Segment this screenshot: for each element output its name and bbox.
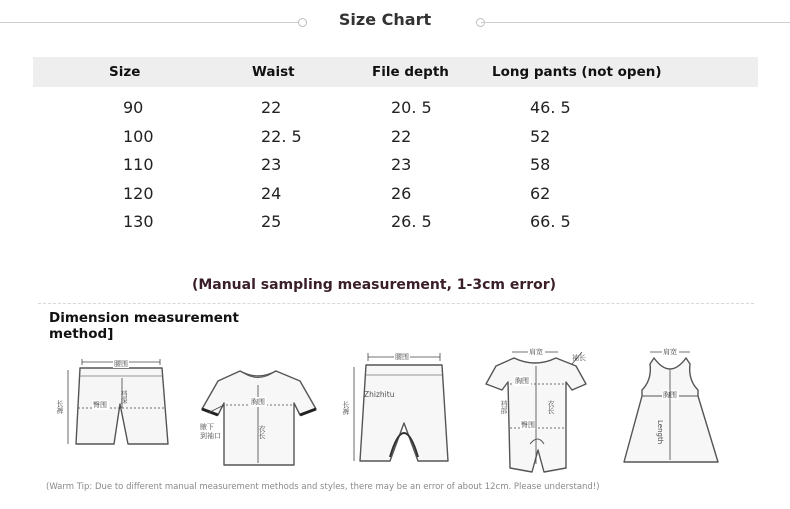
shorts-diagram [52, 356, 180, 468]
column-header-waist: Waist [252, 64, 295, 80]
cell-waist: 22. 5 [261, 126, 302, 146]
romper-shoulder-label: 肩宽 [529, 348, 543, 356]
cell-size: 130 [123, 212, 154, 232]
cell-size: 100 [123, 126, 154, 146]
method-heading [49, 310, 249, 342]
pants-waist-label: 腰围 [395, 353, 409, 361]
cell-size: 90 [123, 98, 144, 117]
column-header-file-depth: File depth [372, 64, 449, 80]
cell-waist: 24 [261, 183, 282, 203]
page-title: Size Chart [338, 10, 432, 29]
dress-chest-label: 胸围 [663, 391, 677, 399]
tshirt-chest-label: 胸围 [251, 398, 265, 406]
romper-hip-label: 臀围 [521, 421, 535, 429]
size-table-header [33, 57, 758, 87]
table-row [33, 182, 758, 211]
title-divider-right [481, 22, 790, 23]
cell-long-pants: 62 [530, 183, 551, 203]
cell-file-depth: 26. 5 [391, 212, 432, 232]
cell-long-pants: 52 [530, 126, 551, 146]
cell-size: 120 [123, 183, 154, 203]
cell-file-depth: 20. 5 [391, 98, 432, 117]
pants-length-label: 长裤 [342, 401, 350, 415]
pants-diagram [338, 349, 458, 469]
warm-tip: (Warm Tip: Due to different manual measurement methods and styles, there may be an error of about 12cm. Please understand!) [46, 482, 600, 492]
title-divider-left [0, 22, 300, 23]
cell-size: 110 [123, 155, 154, 175]
shorts-crotch-label: 裆深 [120, 390, 128, 404]
romper-diagram [478, 344, 596, 478]
size-table-body [33, 96, 758, 239]
title-row [0, 0, 790, 42]
shorts-length-label: 长裤 [56, 400, 64, 414]
cell-long-pants: 58 [530, 155, 551, 175]
cell-waist: 22 [261, 98, 282, 117]
cell-long-pants: 46. 5 [530, 98, 571, 117]
title-dot-left [298, 18, 307, 27]
table-row [33, 96, 758, 125]
column-header-size: Size [109, 64, 141, 80]
cell-file-depth: 26 [391, 183, 412, 203]
table-row [33, 153, 758, 182]
cell-waist: 23 [261, 155, 282, 175]
tshirt-diagram [196, 363, 326, 471]
cell-long-pants: 66. 5 [530, 212, 571, 232]
cell-file-depth: 23 [391, 155, 412, 175]
romper-crotch-label: 裆部 [500, 400, 508, 414]
tshirt-length-label: 衣长 [258, 425, 266, 439]
measurement-note: (Manual sampling measurement, 1-3cm error) [191, 277, 557, 293]
dress-diagram [616, 344, 726, 474]
table-row [33, 210, 758, 239]
column-header-long-pants: Long pants (not open) [492, 64, 662, 80]
dress-length-label: Length [656, 420, 664, 445]
dress-shoulder-label: 肩宽 [663, 348, 677, 356]
cell-waist: 25 [261, 212, 282, 232]
method-heading-line-2: method] [49, 326, 114, 342]
shorts-hip-label: 臀围 [93, 401, 107, 409]
shorts-waist-label: 腰围 [114, 360, 128, 368]
tshirt-sleeve-label: 腋下到袖口 [200, 423, 221, 440]
pants-watermark: Zhizhitu [364, 390, 395, 399]
dashed-divider [38, 303, 754, 304]
romper-sleeve-label: 袖长 [572, 354, 586, 362]
method-heading-line-1: Dimension measurement [49, 310, 239, 326]
romper-length-label: 衣长 [547, 400, 555, 414]
romper-chest-label: 胸围 [515, 377, 529, 385]
cell-file-depth: 22 [391, 126, 412, 146]
table-row [33, 125, 758, 154]
